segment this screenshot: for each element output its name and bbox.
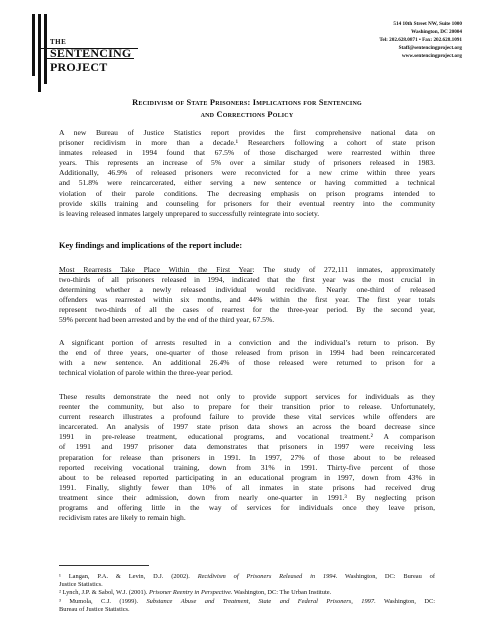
intro-line: provide skills training and counseling for prisoners for their eventual reentry into the community <box>59 198 435 208</box>
address-phone: Tel: 202.628.0871 • Fax: 202.628.1091 <box>379 37 462 43</box>
para2-line: technical violation of parole within the three-year period. <box>59 368 233 378</box>
footnote-1-publisher: . Washington, DC: Bureau of <box>335 573 435 580</box>
finding-line: 59% percent had been arrested and by the end of the third year, 67.5%. <box>59 315 275 325</box>
footnotes <box>59 573 435 614</box>
address-street: 514 10th Street NW, Suite 1000 <box>393 21 462 27</box>
intro-line: inmates released in 1994 found that 67.5% of those discharged were rearrested within three <box>59 148 435 158</box>
footnote-2 <box>59 589 435 597</box>
para3-line: incarcerated. An analysis of 1997 state prison data shows an across the board decrease since <box>59 422 435 432</box>
intro-line: Additionally, 46.9% of released prisoners were reconvicted for a new crime within three years <box>59 168 435 178</box>
sentencing-project-logo <box>30 12 170 100</box>
reincarceration-paragraph <box>59 338 435 378</box>
intro-line: prisoner recidivism in more than a decade.¹ Researchers following a cohort of state prison <box>59 138 435 148</box>
intro-line: and 51.8% were reincarcerated, either serving a new sentence or having committed a technical <box>59 178 435 188</box>
services-paragraph <box>59 392 435 523</box>
footnote-3-title: Substance Abuse and Treatment, State and Federal Prisoners, 1997 <box>146 597 375 605</box>
finding-lead-rest: : The study of 272,111 inmates, approximately <box>252 265 435 274</box>
para3-line: 1991. Finally, slightly fewer than 10% of all inmates in state prisons had received drug <box>59 482 435 492</box>
address-city: Washington, DC 20004 <box>411 29 462 35</box>
para3-line: These results demonstrate the need not only to provide support services for individuals as they <box>59 392 435 401</box>
footnote-2-title: Prisoner Reentry in Perspective <box>148 589 231 597</box>
para3-line: of 1991 and 1997 prisoner data demonstrates that prisoners in 1997 were receiving less <box>59 442 435 452</box>
para3-line: treatment since their admission, down from nearly one-quarter in 1991.³ By neglecting prison <box>59 492 435 502</box>
footnote-2-publisher: . Washington, DC: The Urban Institute. <box>230 589 332 597</box>
intro-line: A new Bureau of Justice Statistics report provides the first comprehensive national data on <box>59 128 435 137</box>
logo-text-project: PROJECT <box>50 60 108 74</box>
finding-line <box>59 265 435 275</box>
finding-line: offenders was rearrested within six months, and 44% within the first year. The first year totals <box>59 295 435 305</box>
logo-text-the: THE <box>50 38 67 46</box>
para3-line: reenter the community, but also to prepare for their transition prior to release. Unfortunately, <box>59 402 435 412</box>
finding-first-year-paragraph <box>59 265 435 326</box>
intro-paragraph <box>59 128 435 219</box>
document-title-line1: Recidivism of State Prisoners: Implications for Sentencing <box>132 98 362 107</box>
para3-line: recidivism rates are likely to remain high. <box>59 513 186 523</box>
document-title-line2: and Corrections Policy <box>200 110 294 119</box>
finding-line: two-thirds of all prisoners released in 1994, indicated that the first year was the most crucial in <box>59 275 435 285</box>
para3-line: 1991 in pre-release treatment, educational programs, and vocational treatment.² A comparison <box>59 432 435 442</box>
intro-line: is leaving released inmates largely unprepared to successfully reintegrate into society. <box>59 208 320 218</box>
address-block <box>379 20 462 60</box>
para3-line: about to be released reported participating in an educational program in 1997, down from 43% in <box>59 472 435 482</box>
footnote-separator <box>59 565 149 566</box>
finding-lead-underlined: Most Rearrests Take Place Within the First Year <box>59 265 253 274</box>
address-email[interactable]: Staff@sentencingproject.org <box>398 45 462 51</box>
footnote-3-publisher: . Washington, DC: <box>374 597 435 605</box>
para3-line: preparation for release than prisoners in 1991. In 1997, 27% of those about to be released <box>59 452 435 462</box>
para3-line: reported receiving vocational training, down from 31% in 1991. Thirty-five percent of those <box>59 462 435 472</box>
intro-line: violation of their parole conditions. The decreasing emphasis on prison programs intended to <box>59 188 435 198</box>
footnote-3-authors: ³ Mumola, C.J. (1999). <box>59 597 147 605</box>
para3-line: current research illustrates a profound failure to provide these vital services while offenders are <box>59 412 435 422</box>
footnote-3-line2: Bureau of Justice Statistics. <box>59 605 130 613</box>
footnote-1-line1 <box>59 573 435 581</box>
footnote-1-line2: Justice Statistics. <box>59 581 103 589</box>
address-website[interactable]: www.sentencingproject.org <box>401 53 462 59</box>
para3-line: programs and offering little in the way of services for individuals once they leave prison, <box>59 503 435 513</box>
logo-text-sentencing: SENTENCING <box>50 46 132 60</box>
para2-line: A significant portion of arrests resulted in a conviction and the individual’s return to prison. By <box>59 338 435 347</box>
footnote-1-title: Recidivism of Prisoners Released in 1994 <box>197 573 336 580</box>
footnote-3-line1 <box>59 598 435 606</box>
footnote-2-authors: ² Lynch, J.P. & Sabol, W.J. (2001). <box>59 589 149 597</box>
finding-line: represent two-thirds of all the cases of rearrest for the three-year period. By the second year, <box>59 305 435 315</box>
footnote-1-authors: ¹ Langan, P.A. & Levin, D.J. (2002). <box>59 573 198 580</box>
para2-line: with a new sentence. An additional 26.4% of those released were returned to prison for a <box>59 358 435 368</box>
intro-line: years. This represents an increase of 5% over a similar study of prisoners released in 1983. <box>59 158 435 168</box>
para2-line: the end of three years, one-quarter of those released from prison in 1994 had been reincarcerated <box>59 348 435 358</box>
findings-heading: Key findings and implications of the report include: <box>59 241 243 250</box>
finding-line: determining whether a newly released individual would recidivate. Nearly one-third of released <box>59 285 435 295</box>
